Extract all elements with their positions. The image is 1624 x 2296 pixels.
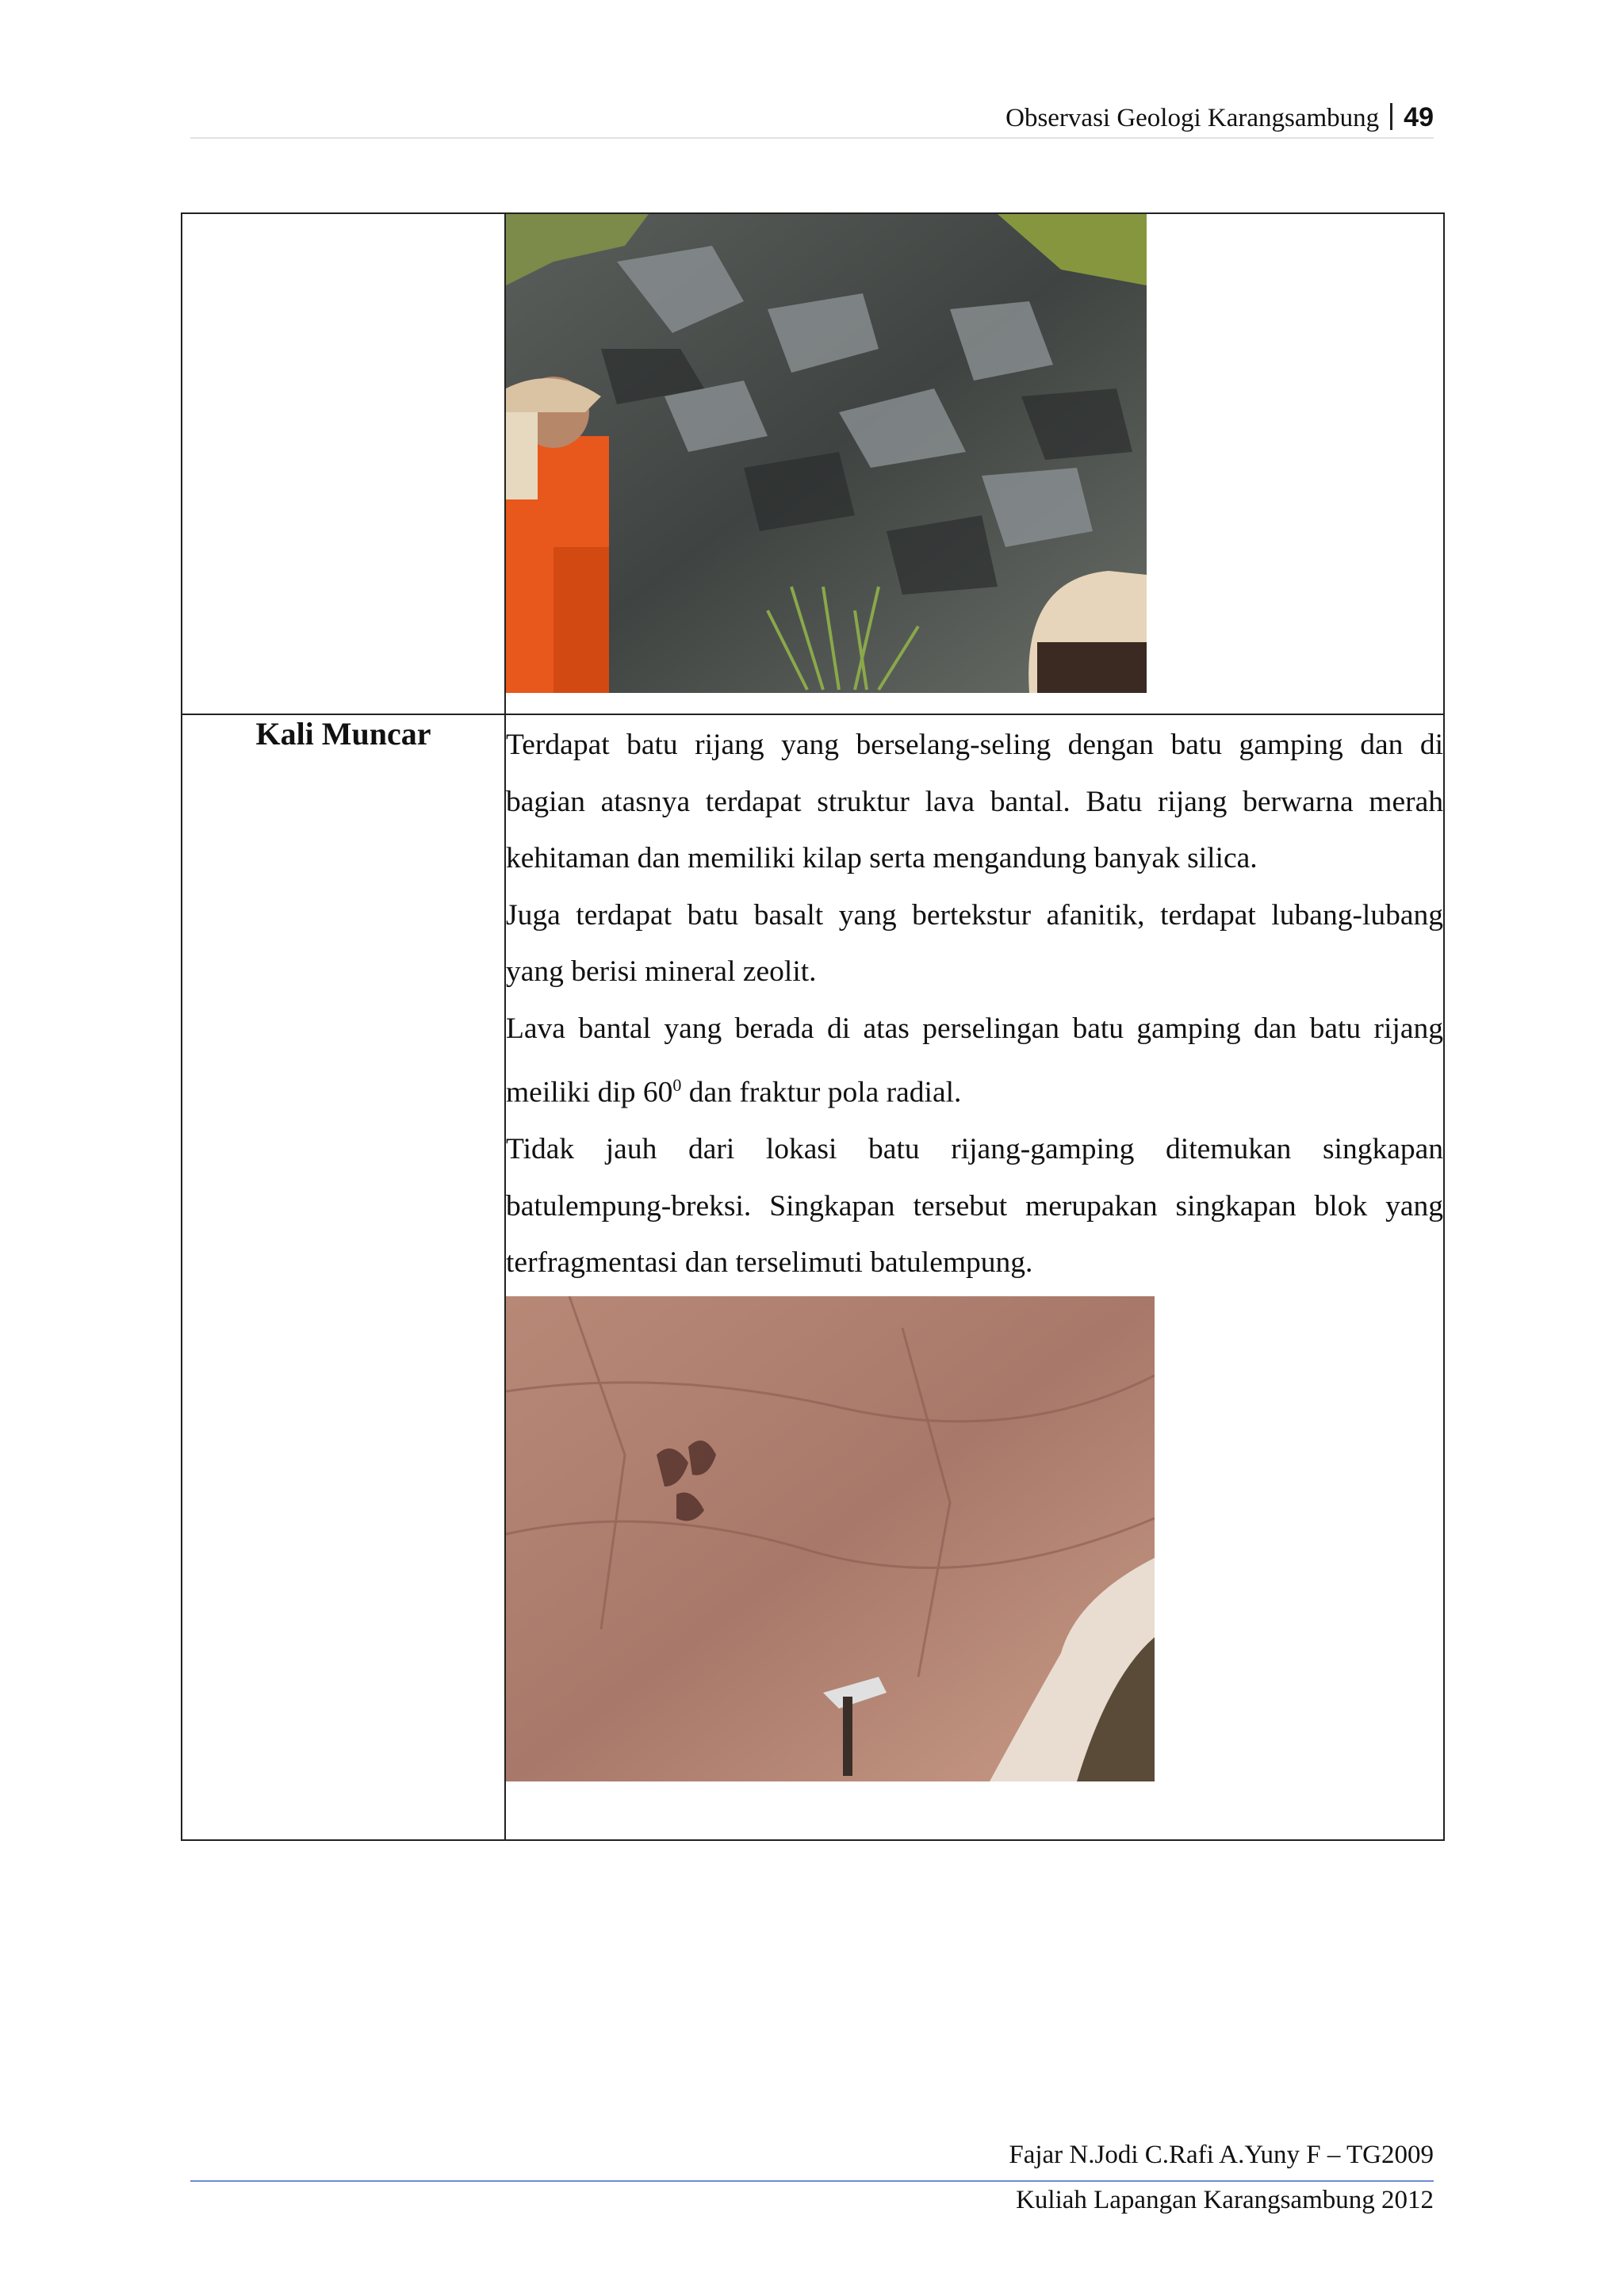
description-cell [505,714,1444,1840]
description-text [506,717,1443,1292]
header-title: Observasi Geologi Karangsambung [1005,104,1380,132]
header-rule [190,137,1434,139]
footer-rule [190,2180,1434,2182]
paragraph-2: Juga terdapat batu basalt yang bertekstur afanitik, terdapat lubang-lubang yang berisi mineral zeolit. [506,898,1443,988]
page-number: 49 [1404,102,1434,132]
running-header [190,94,1434,141]
location-cell [182,714,505,1840]
paragraph-3-text-end: dan fraktur pola radial. [681,1076,962,1109]
paragraph-3 [506,1001,1443,1122]
footer-authors: Fajar N.Jodi C.Rafi A.Yuny F – TG2009 [1009,2141,1434,2169]
header-separator [1390,103,1392,130]
observation-table [181,212,1445,1841]
paragraph-1: Terdapat batu rijang yang berselang-seling dengan batu gamping dan di bagian atasnya terdapat struktur lava bantal. Batu rijang berwarna merah kehitaman dan memiliki kilap serta mengandung banyak silica. [506,729,1443,874]
location-name: Kali Muncar [255,716,431,752]
outcrop-photo-pillow-lava [506,214,1147,693]
paragraph-3-superscript: 0 [672,1075,682,1095]
table-row-kali-muncar [182,714,1444,1840]
footer-course: Kuliah Lapangan Karangsambung 2012 [1016,2186,1434,2214]
paragraph-3-text: Lava bantal yang berada di atas perselingan batu gamping dan batu rijang meiliki dip 60 [506,1012,1443,1109]
paragraph-4: Tidak jauh dari lokasi batu rijang-gamping ditemukan singkapan batulempung-breksi. Singkapan tersebut merupakan singkapan blok yang terfragmentasi dan terselimuti batulempung. [506,1133,1443,1279]
photo-cell [505,213,1444,714]
location-cell-empty [182,213,505,714]
outcrop-photo-claystone-breccia [506,1296,1155,1781]
table-row-photo [182,213,1444,714]
